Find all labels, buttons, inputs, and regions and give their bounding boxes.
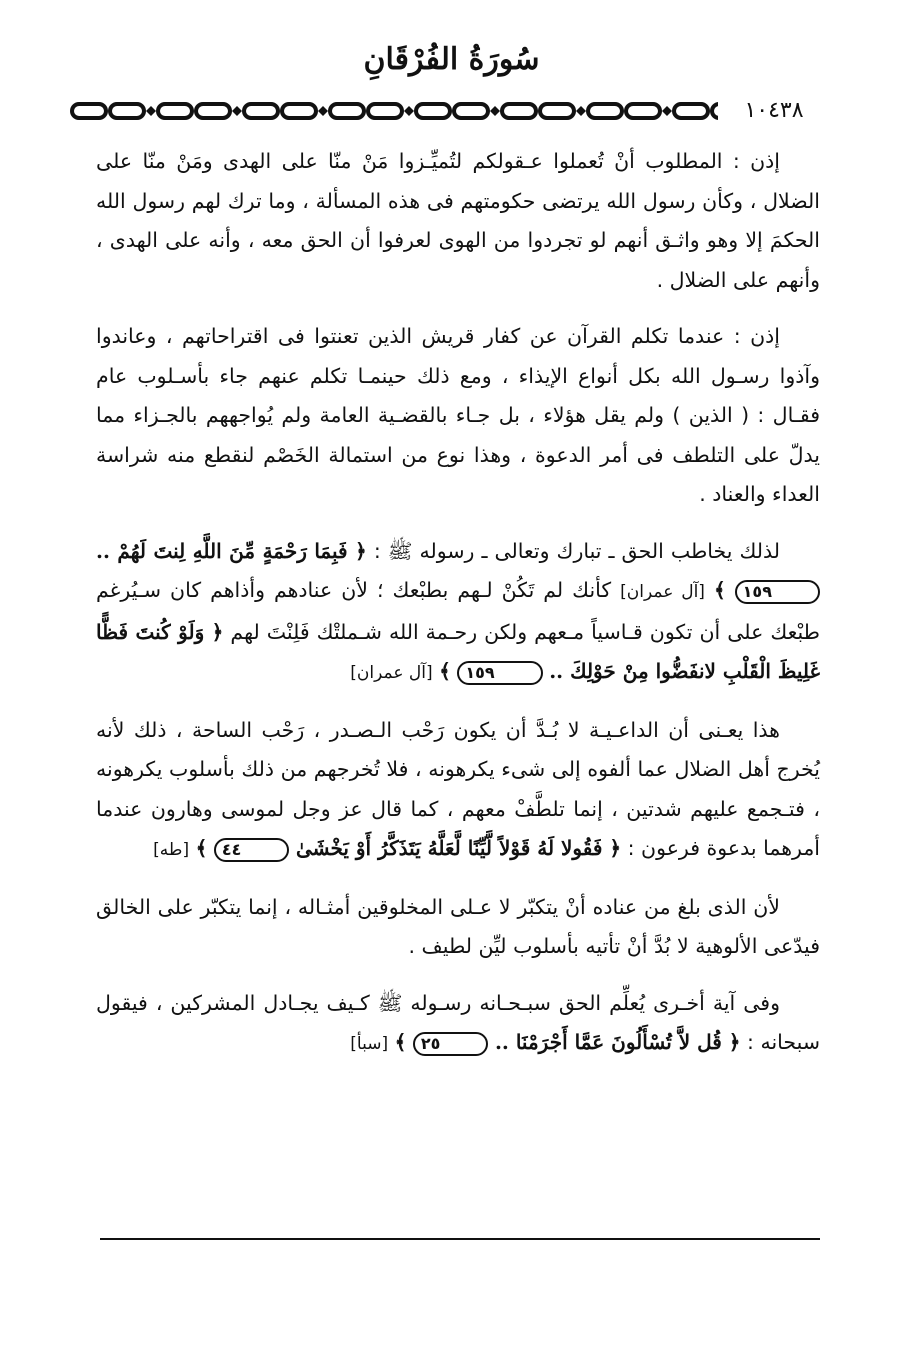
chain-link <box>502 104 536 118</box>
chain-diamond <box>662 106 672 116</box>
chain-link <box>416 104 450 118</box>
surah-title: سُورَةُ الفُرْقَانِ <box>363 42 540 77</box>
surah-reference-4: [سبأ] <box>350 1034 389 1054</box>
chain-link <box>588 104 622 118</box>
chain-link <box>330 104 364 118</box>
chain-diamond <box>146 106 156 116</box>
paragraph-2: إذن : عندما تكلم القرآن عن كفار قريش الذين تعنتوا فى اقتراحاتهم ، وعاندوا وآذوا رسـول الله بكل أنواع الإيذاء ، ومع ذلك حينمـا تكلم عنهم جاء بأسـلوب عام فقـال : ( الذين ) ولم يقل هؤلاء ، بل جـاء بالقضـية العامة ولم يُواجههم بالجـزاء مما يدلّ على التلطف فى أمر الدعوة ، وهذا نوع من استمالة الخَصْم لنقطع منه شراسة العداء والعناد . <box>96 324 820 506</box>
paragraph-3-middle: كأنك لم تَكُنْ لـهم بطبْعك ؛ لأن عنادهم وأذاهم كان سـيُرغم طبْعك على أن تكون قـاسياً مـعهم ولكن رحـمة الله شـملتْك فَلِنْتَ لهم <box>96 578 820 644</box>
chain-diamond <box>576 106 586 116</box>
chain-link <box>282 104 316 118</box>
surah-reference-3: [طه] <box>153 840 190 860</box>
chain-diamond <box>404 106 414 116</box>
page-number: ١٠٤٣٨ <box>718 96 830 126</box>
chain-ornament <box>70 96 830 126</box>
verse-close-4: ﴾ <box>394 1030 407 1054</box>
paragraph-4-text: هذا يعـنى أن الداعـيـة لا بُـدَّ أن يكون رَحْب الـصـدر ، رَحْب الساحة ، ذلك لأنه يُخرج أهل الضلال عما ألفوه إلى شىء يكرهونه ، فلا تُخرجهم من ذلك بأسلوب يكرهونه ، فتـجمع عليهم شدتين ، إنما تلطَّفْ معهم ، كما قال عز وجل لموسى وهارون عندما أمرهما بدعوة فرعون : <box>96 717 820 860</box>
verse-close-2: ﴾ <box>439 659 451 683</box>
paragraph-3 <box>96 532 820 694</box>
page-body <box>96 142 820 1082</box>
surah-reference-2: [آل عمران] <box>350 663 433 683</box>
quran-verse-1: ﴿ فَبِمَا رَحْمَةٍ مِّنَ اللَّهِ لِنتَ لَهُمْ .. <box>96 538 367 563</box>
chain-diamond <box>490 106 500 116</box>
chain-link <box>368 104 402 118</box>
chain-link <box>110 104 144 118</box>
chain-link <box>196 104 230 118</box>
quran-verse-2: ﴿ وَلَوْ كُنتَ فَظًّا غَلِيظَ الْقَلْبِ لانفَضُّوا مِنْ حَوْلِكَ .. <box>96 619 820 683</box>
chain-link <box>454 104 488 118</box>
footer-rule <box>100 1238 820 1240</box>
chain-link <box>158 104 192 118</box>
chain-link <box>540 104 574 118</box>
verse-close-3: ﴾ <box>195 836 208 860</box>
surah-reference-1: [آل عمران] <box>620 582 705 602</box>
paragraph-1: إذن : المطلوب أنْ تُعملوا عـقولكم لتُميِّـزوا مَنْ منّا على الهدى ومَنْ منّا على الضلال ، وكأن رسول الله يرتضى حكومتهم فى هذه المسألة ، وما ترك لهم رسول الله الحكمَ إلا وهو واثـق أنهم لو تجردوا من الهوى لعرفوا أن الحق معه ، وأنه على الهدى ، وأنهم على الضلال . <box>96 149 820 292</box>
quran-verse-4: ﴿ قُل لاَّ تُسْأَلُونَ عَمَّا أَجْرَمْنَا .. <box>494 1030 741 1054</box>
verse-close-1: ﴾ <box>713 578 726 602</box>
chain-link <box>72 104 106 118</box>
ayah-number-1: ١٥٩ <box>735 580 820 604</box>
chain-link <box>626 104 660 118</box>
ayah-number-2: ١٥٩ <box>457 661 542 685</box>
quran-verse-3: ﴿ فَقُولا لَهُ قَوْلاً لَّيِّنًا لَّعَلَّهُ يَتَذَكَّرُ أَوْ يَخْشَىٰ <box>295 836 622 860</box>
ayah-number-3: ٤٤ <box>214 838 290 862</box>
paragraph-6-text: وفى آية أخـرى يُعلِّم الحق سبـحـانه رسـوله ﷺ كـيف يجـادل المشركين ، فيقول سبحانه : <box>96 990 820 1054</box>
paragraph-5: لأن الذى بلغ من عناده أنْ يتكبّر لا عـلى المخلوقين أمثـاله ، إنما يتكبّر على الخالق فيدّعى الألوهية لا بُدَّ أنْ تأتيه بأسلوب ليِّن لطيف . <box>96 894 820 958</box>
ayah-number-4: ٢٥ <box>413 1032 489 1056</box>
paragraph-3-intro: لذلك يخاطب الحق ـ تبارك وتعالى ـ رسوله ﷺ : <box>373 538 781 563</box>
paragraph-6 <box>96 984 820 1065</box>
paragraph-4 <box>96 711 820 871</box>
chain-link <box>244 104 278 118</box>
chain-diamond <box>232 106 242 116</box>
chain-link <box>674 104 708 118</box>
ornament-border <box>70 96 830 126</box>
chain-diamond <box>318 106 328 116</box>
